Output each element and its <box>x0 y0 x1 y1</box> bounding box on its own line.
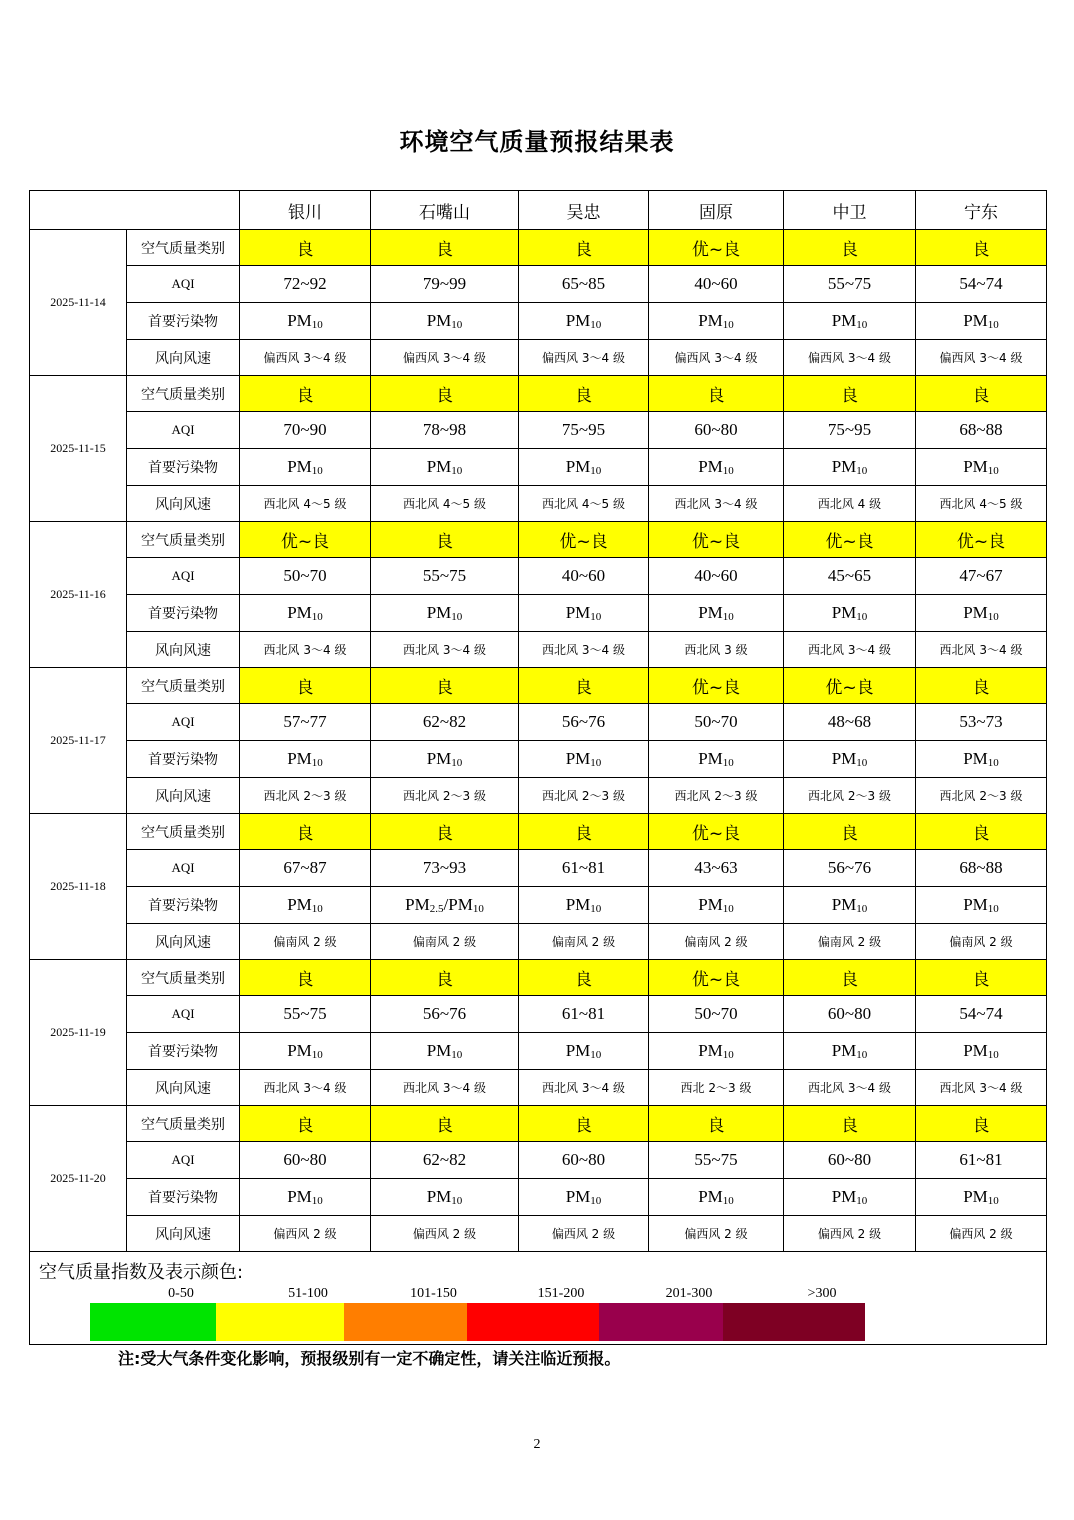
aqi-legend <box>30 1252 1047 1345</box>
category-cell: 良 <box>240 668 371 704</box>
aqi-cell: 61~81 <box>519 850 649 887</box>
legend-range-label: 0-50 <box>168 1286 194 1301</box>
pollutant-cell: $PM_{10}$ <box>784 1179 916 1216</box>
day-row-aqi <box>30 996 1047 1033</box>
pollutant-cell: $PM_{10}$ <box>916 303 1047 340</box>
day-row-pollutant <box>30 303 1047 340</box>
aqi-cell: 65~85 <box>519 266 649 303</box>
aqi-cell: 53~73 <box>916 704 1047 741</box>
category-cell: 良 <box>240 230 371 266</box>
wind-cell: 偏西风 3～4 级 <box>519 340 649 376</box>
aqi-cell: 50~70 <box>649 996 784 1033</box>
pollutant-cell: $PM_{10}$ <box>240 449 371 486</box>
category-cell: 优~良 <box>649 230 784 266</box>
pollutant-cell: $PM_{10}$ <box>519 449 649 486</box>
day-row-aqi <box>30 266 1047 303</box>
legend-title: 空气质量指数及表示颜色: <box>39 1262 244 1283</box>
row-label-wind: 风向风速 <box>127 1216 240 1252</box>
pollutant-cell: $PM_{10}$ <box>240 887 371 924</box>
day-row-pollutant <box>30 449 1047 486</box>
date-cell: 2025-11-14 <box>30 230 127 376</box>
category-cell: 良 <box>371 522 519 558</box>
day-row-wind <box>30 924 1047 960</box>
corner-cell <box>30 191 240 230</box>
date-cell: 2025-11-19 <box>30 960 127 1106</box>
forecast-table <box>29 190 1047 1345</box>
aqi-cell: 40~60 <box>649 266 784 303</box>
aqi-cell: 60~80 <box>784 1142 916 1179</box>
wind-cell: 西北风 3～4 级 <box>916 632 1047 668</box>
aqi-cell: 55~75 <box>649 1142 784 1179</box>
category-cell: 良 <box>519 376 649 412</box>
aqi-cell: 61~81 <box>916 1142 1047 1179</box>
legend-range-label: 51-100 <box>288 1286 328 1301</box>
row-label-category: 空气质量类别 <box>127 230 240 266</box>
category-cell: 优~良 <box>649 522 784 558</box>
wind-cell: 西北风 3～4 级 <box>240 632 371 668</box>
category-cell: 良 <box>240 1106 371 1142</box>
row-label-pollutant: 首要污染物 <box>127 1179 240 1216</box>
category-cell: 良 <box>240 376 371 412</box>
wind-cell: 偏西风 2 级 <box>916 1216 1047 1252</box>
aqi-cell: 43~63 <box>649 850 784 887</box>
aqi-cell: 50~70 <box>240 558 371 595</box>
aqi-cell: 60~80 <box>519 1142 649 1179</box>
pollutant-cell: $PM_{10}$ <box>784 595 916 632</box>
category-cell: 良 <box>784 960 916 996</box>
pollutant-cell: $PM_{10}$ <box>916 1179 1047 1216</box>
pollutant-cell: $PM_{10}$ <box>916 741 1047 778</box>
aqi-cell: 56~76 <box>519 704 649 741</box>
wind-cell: 偏南风 2 级 <box>240 924 371 960</box>
wind-cell: 西北风 3～4 级 <box>371 632 519 668</box>
aqi-cell: 45~65 <box>784 558 916 595</box>
pollutant-cell: $PM_{10}$ <box>519 1033 649 1070</box>
pollutant-cell: $PM_{10}$ <box>240 1179 371 1216</box>
legend-labels <box>90 1286 930 1304</box>
wind-cell: 偏西风 2 级 <box>649 1216 784 1252</box>
day-row-pollutant <box>30 1033 1047 1070</box>
wind-cell: 偏南风 2 级 <box>784 924 916 960</box>
legend-swatch <box>467 1303 599 1341</box>
category-cell: 良 <box>784 814 916 850</box>
category-cell: 良 <box>240 814 371 850</box>
category-cell: 良 <box>371 376 519 412</box>
wind-cell: 偏西风 3～4 级 <box>649 340 784 376</box>
pollutant-cell: $PM_{10}$ <box>649 595 784 632</box>
row-label-wind: 风向风速 <box>127 1070 240 1106</box>
pollutant-cell: $PM_{10}$ <box>916 1033 1047 1070</box>
row-label-pollutant: 首要污染物 <box>127 887 240 924</box>
wind-cell: 西北 2～3 级 <box>649 1070 784 1106</box>
pollutant-cell: $PM_{10}$ <box>371 303 519 340</box>
row-label-pollutant: 首要污染物 <box>127 1033 240 1070</box>
category-cell: 良 <box>371 814 519 850</box>
category-cell: 良 <box>519 230 649 266</box>
wind-cell: 西北风 2～3 级 <box>371 778 519 814</box>
pollutant-cell: $PM_{10}$ <box>784 741 916 778</box>
aqi-cell: 57~77 <box>240 704 371 741</box>
pollutant-cell: $PM_{10}$ <box>519 595 649 632</box>
day-row-wind <box>30 486 1047 522</box>
category-cell: 良 <box>519 1106 649 1142</box>
row-label-wind: 风向风速 <box>127 778 240 814</box>
aqi-cell: 70~90 <box>240 412 371 449</box>
category-cell: 良 <box>784 1106 916 1142</box>
row-label-aqi: AQI <box>127 266 240 303</box>
row-label-aqi: AQI <box>127 704 240 741</box>
category-cell: 优~良 <box>784 522 916 558</box>
row-label-wind: 风向风速 <box>127 486 240 522</box>
legend-swatch <box>216 1303 344 1341</box>
pollutant-cell: $PM_{10}$ <box>519 887 649 924</box>
legend-range-label: 201-300 <box>665 1286 713 1301</box>
row-label-wind: 风向风速 <box>127 632 240 668</box>
aqi-cell: 60~80 <box>649 412 784 449</box>
legend-range-label: 101-150 <box>410 1286 457 1301</box>
aqi-cell: 55~75 <box>371 558 519 595</box>
wind-cell: 偏西风 3～4 级 <box>916 340 1047 376</box>
category-cell: 良 <box>916 960 1047 996</box>
legend-row <box>30 1252 1047 1345</box>
row-label-wind: 风向风速 <box>127 340 240 376</box>
aqi-cell: 48~68 <box>784 704 916 741</box>
wind-cell: 偏西风 2 级 <box>784 1216 916 1252</box>
pollutant-cell: $PM_{10}$ <box>240 1033 371 1070</box>
row-label-aqi: AQI <box>127 1142 240 1179</box>
day-row-category <box>30 814 1047 850</box>
wind-cell: 偏西风 3～4 级 <box>784 340 916 376</box>
category-cell: 良 <box>240 960 371 996</box>
pollutant-cell: $PM_{10}$ <box>371 595 519 632</box>
date-cell: 2025-11-20 <box>30 1106 127 1252</box>
page-title: 环境空气质量预报结果表 <box>399 128 675 156</box>
category-cell: 良 <box>519 960 649 996</box>
category-cell: 良 <box>916 376 1047 412</box>
pollutant-cell: $PM_{10}$ <box>916 449 1047 486</box>
aqi-cell: 62~82 <box>371 1142 519 1179</box>
wind-cell: 西北风 2～3 级 <box>784 778 916 814</box>
legend-swatch <box>344 1303 467 1341</box>
row-label-aqi: AQI <box>127 996 240 1033</box>
wind-cell: 西北风 3～4 级 <box>784 1070 916 1106</box>
wind-cell: 西北风 2～3 级 <box>519 778 649 814</box>
day-row-category <box>30 960 1047 996</box>
row-label-pollutant: 首要污染物 <box>127 741 240 778</box>
aqi-cell: 47~67 <box>916 558 1047 595</box>
wind-cell: 西北风 2～3 级 <box>240 778 371 814</box>
category-cell: 优~良 <box>649 960 784 996</box>
wind-cell: 西北风 3～4 级 <box>519 1070 649 1106</box>
category-cell: 优~良 <box>784 668 916 704</box>
pollutant-cell: $PM_{2.5}/PM_{10}$ <box>371 887 519 924</box>
row-label-wind: 风向风速 <box>127 924 240 960</box>
city-header: 吴忠 <box>519 191 649 230</box>
aqi-cell: 56~76 <box>371 996 519 1033</box>
row-label-aqi: AQI <box>127 412 240 449</box>
category-cell: 良 <box>371 960 519 996</box>
wind-cell: 偏西风 3～4 级 <box>371 340 519 376</box>
pollutant-cell: $PM_{10}$ <box>916 887 1047 924</box>
wind-cell: 偏西风 2 级 <box>519 1216 649 1252</box>
legend-color-bar <box>90 1303 870 1341</box>
category-cell: 优~良 <box>519 522 649 558</box>
aqi-cell: 55~75 <box>240 996 371 1033</box>
row-label-pollutant: 首要污染物 <box>127 595 240 632</box>
category-cell: 良 <box>916 668 1047 704</box>
wind-cell: 西北风 4～5 级 <box>240 486 371 522</box>
wind-cell: 偏南风 2 级 <box>371 924 519 960</box>
wind-cell: 偏西风 2 级 <box>240 1216 371 1252</box>
wind-cell: 西北风 3～4 级 <box>519 632 649 668</box>
wind-cell: 西北风 3～4 级 <box>649 486 784 522</box>
date-cell: 2025-11-17 <box>30 668 127 814</box>
row-label-category: 空气质量类别 <box>127 376 240 412</box>
row-label-aqi: AQI <box>127 850 240 887</box>
wind-cell: 偏西风 3～4 级 <box>240 340 371 376</box>
category-cell: 良 <box>784 230 916 266</box>
pollutant-cell: $PM_{10}$ <box>240 741 371 778</box>
row-label-aqi: AQI <box>127 558 240 595</box>
category-cell: 良 <box>784 376 916 412</box>
day-row-wind <box>30 632 1047 668</box>
aqi-cell: 60~80 <box>240 1142 371 1179</box>
day-row-aqi <box>30 412 1047 449</box>
date-cell: 2025-11-16 <box>30 522 127 668</box>
legend-range-label: >300 <box>807 1286 837 1301</box>
row-label-category: 空气质量类别 <box>127 1106 240 1142</box>
pollutant-cell: $PM_{10}$ <box>649 1033 784 1070</box>
day-row-category <box>30 376 1047 412</box>
pollutant-cell: $PM_{10}$ <box>649 887 784 924</box>
pollutant-cell: $PM_{10}$ <box>371 449 519 486</box>
wind-cell: 西北风 4～5 级 <box>916 486 1047 522</box>
category-cell: 良 <box>649 376 784 412</box>
category-cell: 良 <box>371 230 519 266</box>
wind-cell: 西北风 3～4 级 <box>240 1070 371 1106</box>
aqi-cell: 40~60 <box>649 558 784 595</box>
aqi-cell: 55~75 <box>784 266 916 303</box>
wind-cell: 西北风 4～5 级 <box>371 486 519 522</box>
category-cell: 良 <box>916 230 1047 266</box>
city-header: 中卫 <box>784 191 916 230</box>
day-row-aqi <box>30 558 1047 595</box>
pollutant-cell: $PM_{10}$ <box>649 1179 784 1216</box>
day-row-pollutant <box>30 1179 1047 1216</box>
category-cell: 优~良 <box>240 522 371 558</box>
pollutant-cell: $PM_{10}$ <box>240 595 371 632</box>
wind-cell: 西北风 3～4 级 <box>916 1070 1047 1106</box>
pollutant-cell: $PM_{10}$ <box>649 449 784 486</box>
aqi-cell: 61~81 <box>519 996 649 1033</box>
row-label-category: 空气质量类别 <box>127 960 240 996</box>
pollutant-cell: $PM_{10}$ <box>519 1179 649 1216</box>
legend-swatch <box>723 1303 865 1341</box>
pollutant-cell: $PM_{10}$ <box>784 449 916 486</box>
aqi-cell: 78~98 <box>371 412 519 449</box>
pollutant-cell: $PM_{10}$ <box>519 303 649 340</box>
row-label-pollutant: 首要污染物 <box>127 449 240 486</box>
legend-range-label: 151-200 <box>537 1286 585 1301</box>
pollutant-cell: $PM_{10}$ <box>649 303 784 340</box>
aqi-cell: 68~88 <box>916 412 1047 449</box>
pollutant-cell: $PM_{10}$ <box>240 303 371 340</box>
header-row <box>30 191 1047 230</box>
day-row-pollutant <box>30 741 1047 778</box>
aqi-cell: 67~87 <box>240 850 371 887</box>
category-cell: 优~良 <box>649 668 784 704</box>
row-label-category: 空气质量类别 <box>127 522 240 558</box>
pollutant-cell: $PM_{10}$ <box>519 741 649 778</box>
category-cell: 良 <box>371 1106 519 1142</box>
category-cell: 优~良 <box>916 522 1047 558</box>
date-cell: 2025-11-18 <box>30 814 127 960</box>
aqi-cell: 62~82 <box>371 704 519 741</box>
day-row-category <box>30 522 1047 558</box>
wind-cell: 西北风 2～3 级 <box>649 778 784 814</box>
day-row-wind <box>30 1070 1047 1106</box>
aqi-cell: 40~60 <box>519 558 649 595</box>
aqi-cell: 54~74 <box>916 996 1047 1033</box>
pollutant-cell: $PM_{10}$ <box>784 303 916 340</box>
category-cell: 良 <box>371 668 519 704</box>
wind-cell: 偏南风 2 级 <box>519 924 649 960</box>
pollutant-cell: $PM_{10}$ <box>784 887 916 924</box>
day-row-category <box>30 230 1047 266</box>
pollutant-cell: $PM_{10}$ <box>784 1033 916 1070</box>
city-header: 宁东 <box>916 191 1047 230</box>
aqi-cell: 72~92 <box>240 266 371 303</box>
day-row-category <box>30 668 1047 704</box>
page-number: 2 <box>533 1437 541 1452</box>
day-row-wind <box>30 778 1047 814</box>
category-cell: 良 <box>916 814 1047 850</box>
aqi-cell: 68~88 <box>916 850 1047 887</box>
row-label-category: 空气质量类别 <box>127 668 240 704</box>
day-row-category <box>30 1106 1047 1142</box>
aqi-cell: 75~95 <box>784 412 916 449</box>
row-label-pollutant: 首要污染物 <box>127 303 240 340</box>
aqi-cell: 73~93 <box>371 850 519 887</box>
category-cell: 良 <box>649 1106 784 1142</box>
pollutant-cell: $PM_{10}$ <box>916 595 1047 632</box>
pollutant-cell: $PM_{10}$ <box>649 741 784 778</box>
date-cell: 2025-11-15 <box>30 376 127 522</box>
city-header: 银川 <box>240 191 371 230</box>
wind-cell: 西北风 3～4 级 <box>371 1070 519 1106</box>
wind-cell: 西北风 3 级 <box>649 632 784 668</box>
wind-cell: 西北风 2～3 级 <box>916 778 1047 814</box>
day-row-pollutant <box>30 595 1047 632</box>
city-header: 固原 <box>649 191 784 230</box>
aqi-cell: 54~74 <box>916 266 1047 303</box>
wind-cell: 偏南风 2 级 <box>649 924 784 960</box>
wind-cell: 西北风 4 级 <box>784 486 916 522</box>
day-row-wind <box>30 1216 1047 1252</box>
day-row-aqi <box>30 1142 1047 1179</box>
legend-swatch <box>90 1303 216 1341</box>
day-row-aqi <box>30 704 1047 741</box>
row-label-category: 空气质量类别 <box>127 814 240 850</box>
wind-cell: 西北风 3～4 级 <box>784 632 916 668</box>
forecast-note: 注:受大气条件变化影响，预报级别有一定不确定性，请关注临近预报。 <box>118 1349 621 1368</box>
city-header: 石嘴山 <box>371 191 519 230</box>
pollutant-cell: $PM_{10}$ <box>371 1033 519 1070</box>
pollutant-cell: $PM_{10}$ <box>371 1179 519 1216</box>
wind-cell: 西北风 4～5 级 <box>519 486 649 522</box>
legend-swatch <box>599 1303 723 1341</box>
aqi-cell: 79~99 <box>371 266 519 303</box>
wind-cell: 偏西风 2 级 <box>371 1216 519 1252</box>
category-cell: 良 <box>519 668 649 704</box>
aqi-cell: 50~70 <box>649 704 784 741</box>
day-row-wind <box>30 340 1047 376</box>
day-row-pollutant <box>30 887 1047 924</box>
aqi-cell: 60~80 <box>784 996 916 1033</box>
day-row-aqi <box>30 850 1047 887</box>
category-cell: 优~良 <box>649 814 784 850</box>
wind-cell: 偏南风 2 级 <box>916 924 1047 960</box>
category-cell: 良 <box>916 1106 1047 1142</box>
category-cell: 良 <box>519 814 649 850</box>
aqi-cell: 75~95 <box>519 412 649 449</box>
aqi-cell: 56~76 <box>784 850 916 887</box>
pollutant-cell: $PM_{10}$ <box>371 741 519 778</box>
